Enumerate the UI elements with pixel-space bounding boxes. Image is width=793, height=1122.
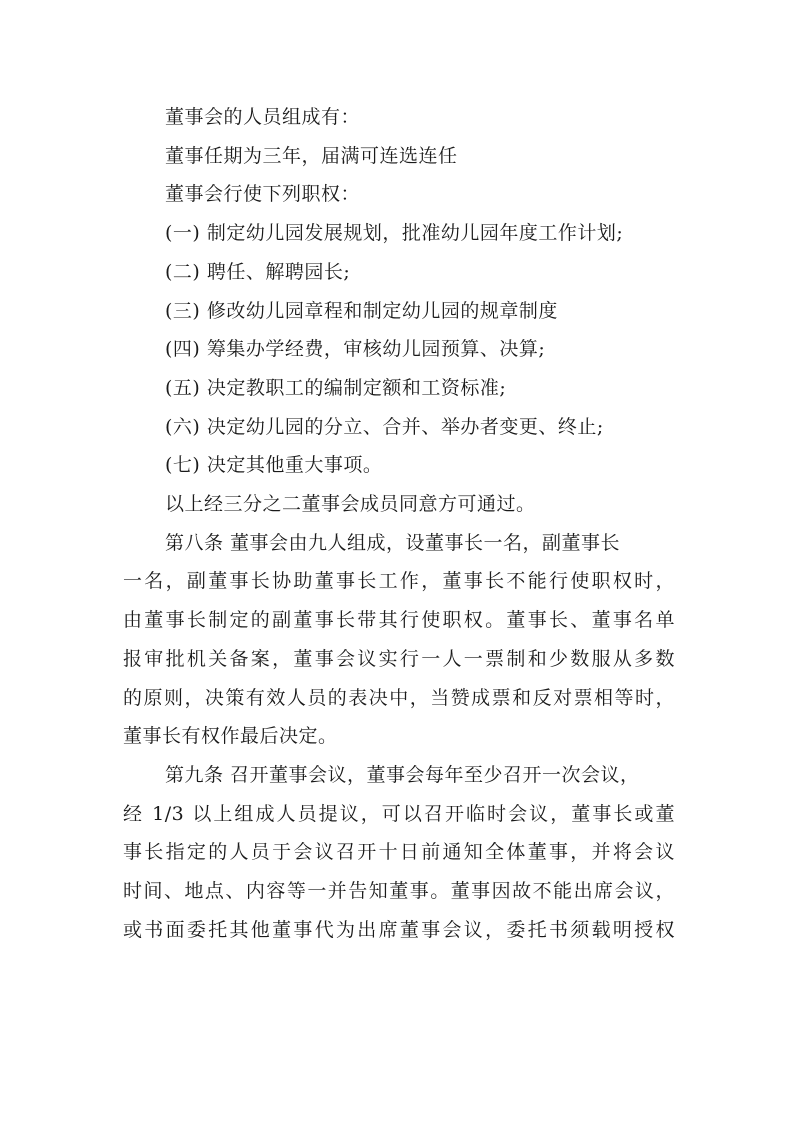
article-9-heading-line: 第九条 召开董事会议，董事会每年至少召开一次会议， <box>165 763 640 786</box>
text-line: 时间、地点、内容等一并告知董事。董事因故不能出席会议， <box>123 880 675 903</box>
text-line: 一名，副董事长协助董事长工作，董事长不能行使职权时， <box>123 570 675 593</box>
list-item: (七) 决定其他重大事项。 <box>165 454 383 477</box>
text-line: 或书面委托其他董事代为出席董事会议，委托书须载明授权 <box>123 918 675 941</box>
list-item: (三) 修改幼儿园章程和制定幼儿园的规章制度 <box>165 299 558 322</box>
text-line: 以上经三分之二董事会成员同意方可通过。 <box>165 493 536 516</box>
list-item: (四) 筹集办学经费，审核幼儿园预算、决算; <box>165 338 546 361</box>
text-line: 董事会行使下列职权： <box>165 183 361 206</box>
text-line: 董事长有权作最后决定。 <box>123 725 338 748</box>
list-item: (五) 决定教职工的编制定额和工资标准; <box>165 376 507 399</box>
text-line: 经 1/3 以上组成人员提议，可以召开临时会议，董事长或董 <box>123 802 675 825</box>
text-line: 由董事长制定的副董事长带其行使职权。董事长、董事名单 <box>123 609 675 632</box>
document-body <box>123 98 675 949</box>
text-line: 的原则，决策有效人员的表决中，当赞成票和反对票相等时， <box>123 686 675 709</box>
text-line: 董事任期为三年，届满可连选连任 <box>165 144 458 167</box>
text-line: 董事会的人员组成有： <box>165 106 361 128</box>
text-line: 报审批机关备案，董事会议实行一人一票制和少数服从多数 <box>123 647 675 670</box>
list-item: (二) 聘任、解聘园长; <box>165 260 351 283</box>
list-item: (六) 决定幼儿园的分立、合并、举办者变更、终止; <box>165 415 604 438</box>
list-item: (一) 制定幼儿园发展规划，批准幼儿园年度工作计划; <box>165 222 624 245</box>
text-line: 事长指定的人员于会议召开十日前通知全体董事，并将会议 <box>123 841 675 864</box>
article-8-heading-line: 第八条 董事会由九人组成，设董事长一名，副董事长 <box>165 531 621 554</box>
